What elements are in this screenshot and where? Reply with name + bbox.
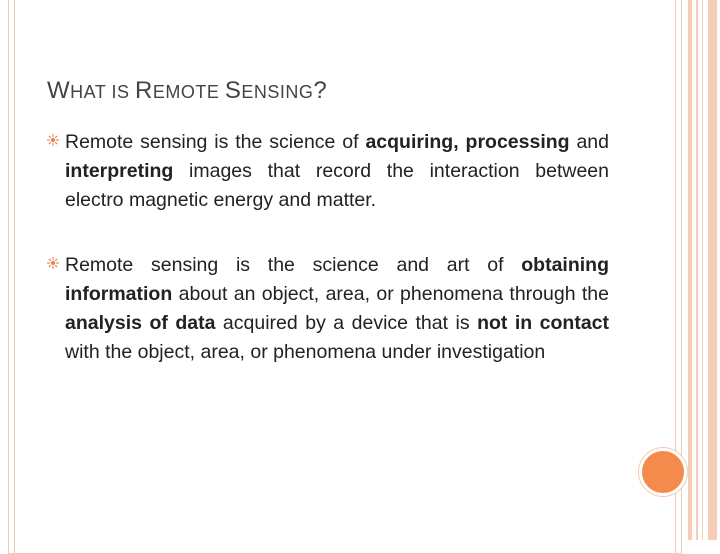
bullet-segment-bold: interpreting — [65, 160, 174, 182]
bullet-segment: acquired by a device that is — [215, 312, 478, 334]
decorative-stripe — [708, 0, 717, 540]
slide-title — [47, 77, 327, 105]
bullet-segment-bold: not in contact — [477, 312, 610, 334]
title-part: ENSING — [241, 82, 314, 102]
bullet-segment-bold: acquiring, processing — [365, 131, 570, 153]
bullet-text — [65, 128, 609, 215]
title-part: EMOTE — [152, 82, 225, 102]
decorative-circle — [639, 448, 687, 496]
sun-bullet-icon — [47, 134, 59, 146]
title-part: HAT IS — [70, 82, 136, 102]
bullet-list — [47, 128, 609, 403]
bullet-item — [47, 251, 609, 367]
decorative-stripe — [696, 0, 698, 540]
bullet-segment: Remote sensing is the science and art of — [65, 254, 522, 276]
sun-bullet-icon — [47, 257, 59, 269]
bullet-segment: and — [569, 131, 609, 153]
bullet-segment: Remote sensing is the science of — [65, 131, 366, 153]
bullet-segment: about an object, area, or phenomena through the — [172, 283, 609, 305]
title-part: S — [224, 77, 242, 104]
bullet-segment-bold: analysis of data — [65, 312, 216, 334]
bullet-text — [65, 251, 609, 367]
bullet-segment: images that record the interaction between electro magnetic energy and matter. — [65, 160, 609, 211]
title-part: W — [47, 77, 71, 104]
bullet-segment-bold: obtaining information — [65, 254, 609, 305]
bullet-item — [47, 128, 609, 215]
title-part: R — [135, 77, 153, 104]
bullet-segment: with the object, area, or phenomena under investigation — [65, 341, 546, 363]
decorative-stripe — [702, 0, 703, 540]
title-part: ? — [313, 77, 328, 104]
decorative-stripe — [688, 0, 692, 540]
